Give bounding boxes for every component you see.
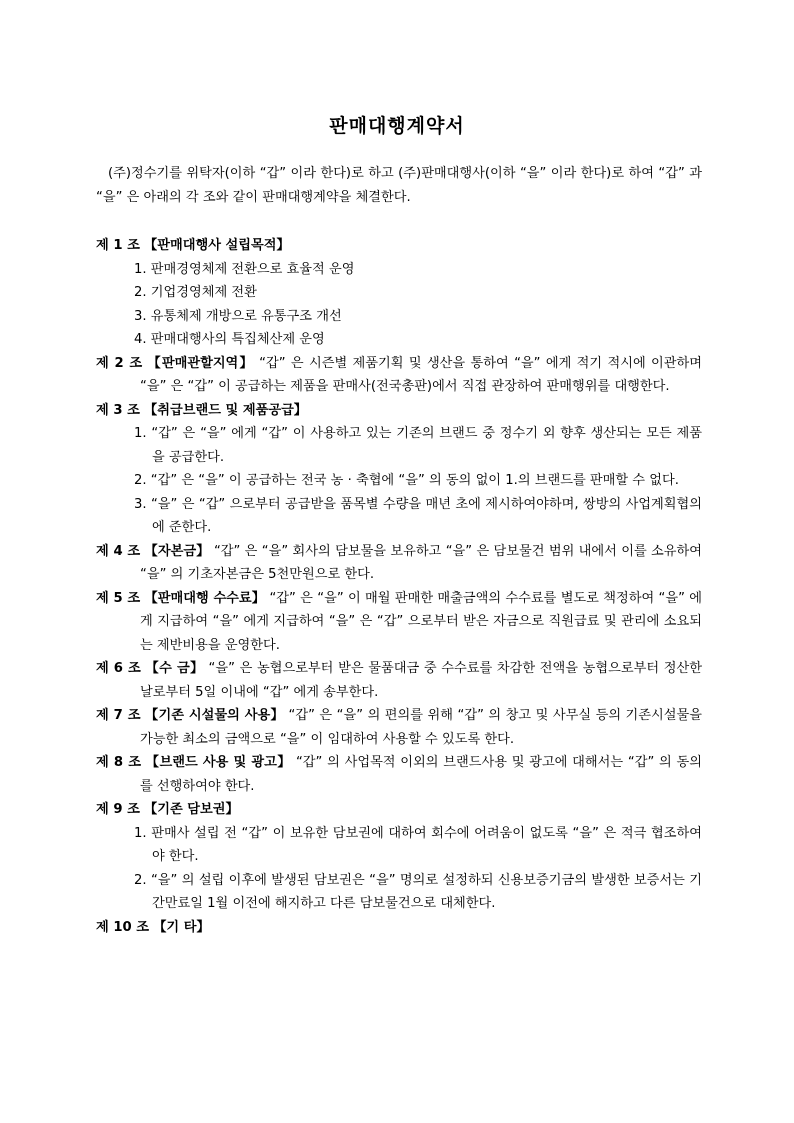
article-item: 3. “을” 은 “갑” 으로부터 공급받을 품목별 수량을 매년 초에 제시하여야하며, 쌍방의 사업계획협의에 준한다.	[134, 496, 702, 535]
article-title: 【판매대행사 설립목적】	[144, 238, 290, 253]
article-7	[96, 704, 702, 751]
article-number: 제 7 조	[96, 708, 141, 723]
article-item: 3. 유통체제 개방으로 유통구조 개선	[134, 308, 342, 324]
article-title: 【취급브랜드 및 제품공급】	[144, 402, 307, 418]
article-number: 제 2 조	[96, 355, 143, 371]
article-number: 제 8 조	[96, 755, 141, 770]
article-heading	[96, 399, 702, 423]
article-1	[96, 234, 702, 352]
article-title: 【기존 시설물의 사용】	[144, 708, 284, 723]
article-10	[96, 916, 702, 940]
article-title: 【브랜드 사용 및 광고】	[145, 755, 292, 770]
article-heading	[96, 587, 702, 658]
article-2	[96, 352, 702, 399]
article-8	[96, 751, 702, 798]
article-number: 제 4 조	[96, 543, 141, 559]
article-heading	[96, 751, 702, 798]
article-5	[96, 587, 702, 658]
article-heading	[96, 704, 702, 751]
article-title: 【판매관할지역】	[147, 355, 254, 371]
article-item: 2. “을” 의 설립 이후에 발생된 담보권은 “을” 명의로 설정하되 신용보증기금의 발생한 보증서는 기간만료일 1월 이전에 해지하고 다른 담보물건으로 대체한다.	[134, 872, 702, 911]
intro-paragraph: (주)정수기를 위탁자(이하 “갑” 이라 한다)로 하고 (주)판매대행사(이하 “을” 이라 한다)로 하여 “갑” 과 “을” 은 아래의 각 조와 같이 판매대행계약을 체결한다.	[96, 166, 702, 205]
article-title: 【판매대행 수수료】	[144, 590, 266, 606]
article-3	[96, 399, 702, 540]
article-body: “갑” 의 사업목적 이외의 브랜드사용 및 광고에 대해서는 “갑” 의 동의를 선행하여야 한다.	[140, 755, 703, 794]
article-heading	[96, 234, 702, 258]
article-heading	[96, 352, 702, 399]
article-item: 1. 판매사 설립 전 “갑” 이 보유한 담보권에 대하여 회수에 어려움이 없도록 “을” 은 적극 협조하여야 한다.	[134, 825, 702, 864]
article-heading	[96, 540, 702, 587]
article-title: 【기존 담보권】	[144, 802, 239, 817]
article-body: “갑” 은 시즌별 제품기획 및 생산을 통하여 “을” 에게 적기 적시에 이관하며 “을” 은 “갑” 이 공급하는 제품을 판매사(전국총판)에서 직접 관장하여 판매행위를 대행한다.	[140, 355, 702, 394]
article-item: 1. 판매경영체제 전환으로 효율적 운영	[134, 261, 355, 277]
articles-list	[96, 234, 702, 939]
article-number: 제 3 조	[96, 402, 140, 418]
article-9	[96, 798, 702, 916]
article-body: “갑” 은 “을” 회사의 담보물을 보유하고 “을” 은 담보물건 범위 내에서 이를 소유하여 “을” 의 기초자본금은 5천만원으로 한다.	[140, 543, 702, 582]
article-heading	[96, 657, 702, 704]
article-number: 제 1 조	[96, 238, 140, 253]
article-title: 【수 금】	[145, 661, 204, 676]
article-body: “갑” 은 “을” 의 편의를 위해 “갑” 의 창고 및 사무실 등의 기존시설물을 가능한 최소의 금액으로 “을” 이 임대하여 사용할 수 있도록 한다.	[140, 708, 702, 747]
article-number: 제 5 조	[96, 590, 141, 606]
article-item: 4. 판매대행사의 특집체산제 운영	[134, 332, 325, 347]
article-title: 【자본금】	[144, 543, 210, 559]
article-heading	[96, 798, 702, 822]
article-title: 【기 타】	[153, 919, 210, 935]
article-number: 제 9 조	[96, 802, 140, 817]
article-heading	[96, 916, 702, 940]
article-number: 제 10 조	[96, 919, 150, 935]
article-number: 제 6 조	[96, 661, 141, 676]
article-body: “을” 은 농협으로부터 받은 물품대금 중 수수료를 차감한 전액을 농협으로부터 정산한 날로부터 5일 이내에 “갑” 에게 송부한다.	[140, 661, 702, 700]
document-title: 판매대행계약서	[329, 115, 465, 137]
article-4	[96, 540, 702, 587]
article-body: “갑” 은 “을” 이 매월 판매한 매출금액의 수수료를 별도로 책정하여 “을” 에게 지급하여 “을” 에게 지급하여 “을” 은 “갑” 으로부터 받은 자금으로 직원급료 및 관리에 소요되는 제반비용을 운영한다.	[140, 590, 702, 653]
article-item: 2. “갑” 은 “을” 이 공급하는 전국 농 · 축협에 “을” 의 동의 없이 1.의 브랜드를 판매할 수 없다.	[134, 473, 679, 488]
article-item: 2. 기업경영체제 전환	[134, 285, 257, 300]
article-item: 1. “갑” 은 “을” 에게 “갑” 이 사용하고 있는 기존의 브랜드 중 정수기 외 향후 생산되는 모든 제품을 공급한다.	[134, 426, 702, 465]
article-6	[96, 657, 702, 704]
